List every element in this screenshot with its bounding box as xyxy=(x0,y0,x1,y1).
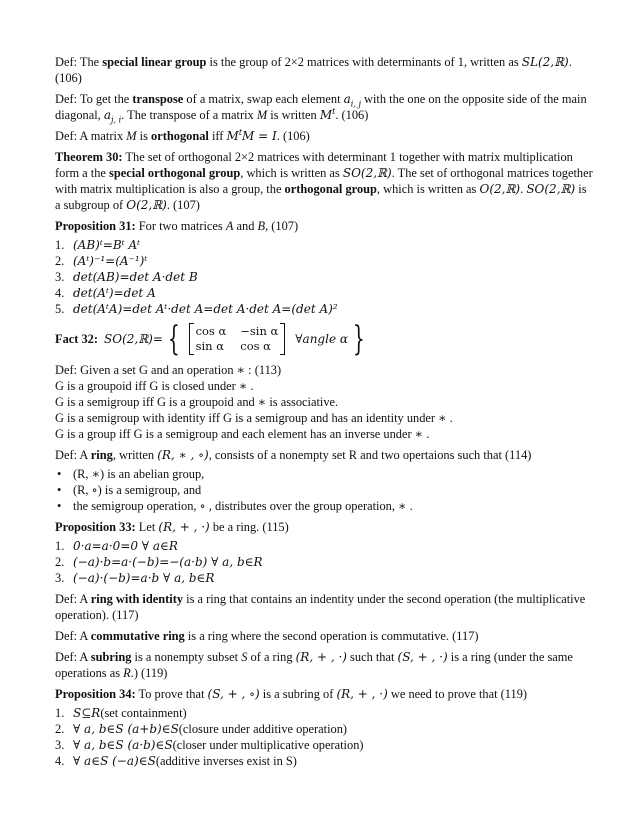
proposition-33-list xyxy=(55,538,595,586)
def-commutative-ring: Def: A commutative ring is a ring where the second operation is commutative. (117) xyxy=(55,629,479,643)
list-item: 5. det(AᵗA)=det Aᵗ·det A=det A·det A=(det A)² xyxy=(55,302,338,316)
list-item: 1. (AB)ᵗ=Bᵗ Aᵗ xyxy=(55,238,141,252)
list-item: 2. ∀ a, b∈S (a+b)∈S (closure under additive operation) xyxy=(55,722,348,736)
fact-32-label: Fact 32: xyxy=(55,332,99,346)
group-def-line: G is a groupoid iff G is closed under ∗ . xyxy=(55,379,254,393)
term-special-linear-group: special linear group xyxy=(102,55,207,69)
proposition-31-list xyxy=(55,237,595,317)
def-transpose: Def: To get the transpose of a matrix, swap each element $a_{i, j}$ with the one on the opposite side of the main diagonal, $a_{j, i}$. The transpose of a matrix M is written $M^t$. (106) xyxy=(55,92,587,125)
document-page xyxy=(55,54,595,774)
proposition-34: Proposition 34: To prove that (S, + , ∘) is a subring of (R, + , ·) we need to prove that (119) xyxy=(55,687,528,701)
list-item: 3. ∀ a, b∈S (a·b)∈S (closer under multiplicative operation) xyxy=(55,738,364,752)
list-item: 4. ∀ a∈S (−a)∈S (additive inverses exist in S) xyxy=(55,754,297,768)
term-orthogonal: orthogonal xyxy=(151,129,209,143)
proposition-34-label: Proposition 34: xyxy=(55,687,136,701)
proposition-34-list xyxy=(55,705,595,769)
proposition-33: Proposition 33: Let (R, + , ·) be a ring. (115) xyxy=(55,520,289,534)
list-item: • (R, ∘) is a semigroup, and xyxy=(57,483,202,497)
list-item: 4. det(Aᵗ)=det A xyxy=(55,286,156,300)
list-item: • (R, ∗) is an abelian group, xyxy=(57,467,205,481)
term-ring: ring xyxy=(90,448,113,462)
theorem-30-label: Theorem 30: xyxy=(55,150,123,164)
group-def-line: Def: Given a set G and an operation ∗ : (113) xyxy=(55,363,282,377)
proposition-33-label: Proposition 33: xyxy=(55,520,136,534)
left-brace-glyph: { xyxy=(167,319,180,359)
def-ring: Def: A ring, written (R, ∗ , ∘), consists of a nonempty set R and two opertaions such that (114) xyxy=(55,448,532,462)
group-def-line: G is a group iff G is a semigroup and each element has an inverse under ∗ . xyxy=(55,427,430,441)
fact-32-lhs: SO(2,ℝ)= xyxy=(104,332,163,346)
def-ring-with-identity: Def: A ring with identity is a ring that contains an indentity under the second operation (the multiplicative operation). (117) xyxy=(55,592,586,622)
term-transpose: transpose xyxy=(132,92,184,106)
proposition-31-label: Proposition 31: xyxy=(55,219,136,233)
list-item: 1. S⊆R (set containment) xyxy=(55,706,187,720)
list-item: 3. (−a)·(−b)=a·b ∀ a, b∈R xyxy=(55,571,215,585)
group-def-line: G is a semigroup iff G is a groupoid and ∗ is associative. xyxy=(55,395,339,409)
def-orthogonal: Def: A matrix M is orthogonal iff $M^tM = I$. (106) xyxy=(55,128,310,143)
rotation-matrix: cos α −sin α sin α cos α xyxy=(189,323,286,355)
math-aij: $a_{i, j}$ xyxy=(343,92,361,109)
fact-32-rhs: ∀angle α xyxy=(295,332,348,346)
def-subring: Def: A subring is a nonempty subset S of a ring (R, + , ·) such that (S, + , ·) is a ring (under the same operations as R.) (119) xyxy=(55,650,573,680)
group-definitions xyxy=(55,362,595,442)
math-mt: $M^t$ xyxy=(319,107,336,122)
list-item: 2. (−a)·b=a·(−b)=−(a·b) ∀ a, b∈R xyxy=(55,555,263,569)
term-ring-with-identity: ring with identity xyxy=(90,592,184,606)
math-aji: $a_{j, i}$ xyxy=(103,108,122,125)
list-item: 2. (Aᵗ)⁻¹=(A⁻¹)ᵗ xyxy=(55,254,148,268)
group-def-line: G is a semigroup with identity iff G is a semigroup and has an identity under ∗ . xyxy=(55,411,453,425)
list-item: • the semigroup operation, ∘ , distributes over the group operation, ∗ . xyxy=(57,499,413,513)
theorem-30: Theorem 30: The set of orthogonal 2×2 matrices with determinant 1 together with matrix multiplication form a the special orthogonal group, which is written as SO(2,ℝ). The set of orthogonal matrices together with matrix multiplication is also a group, the orthogonal group, which is written as O(2,ℝ). SO(2,ℝ) is a subgroup of O(2,ℝ). (107) xyxy=(55,150,593,212)
list-item: 3. det(AB)=det A·det B xyxy=(55,270,198,284)
ring-conditions-list xyxy=(55,466,595,514)
list-item: 1. 0·a=a·0=0 ∀ a∈R xyxy=(55,539,178,553)
math-mtm: $M^tM = I$ xyxy=(226,128,277,143)
proposition-31: Proposition 31: For two matrices A and B, (107) xyxy=(55,219,299,233)
fact-32 xyxy=(55,319,595,359)
def-special-linear-group: Def: The special linear group is the group of 2×2 matrices with determinants of 1, written as SL(2,ℝ). (106) xyxy=(55,55,572,85)
term-commutative-ring: commutative ring xyxy=(90,629,185,643)
right-brace-glyph: } xyxy=(352,319,365,359)
term-subring: subring xyxy=(90,650,132,664)
math-sl2r: SL(2,ℝ) xyxy=(521,55,569,69)
